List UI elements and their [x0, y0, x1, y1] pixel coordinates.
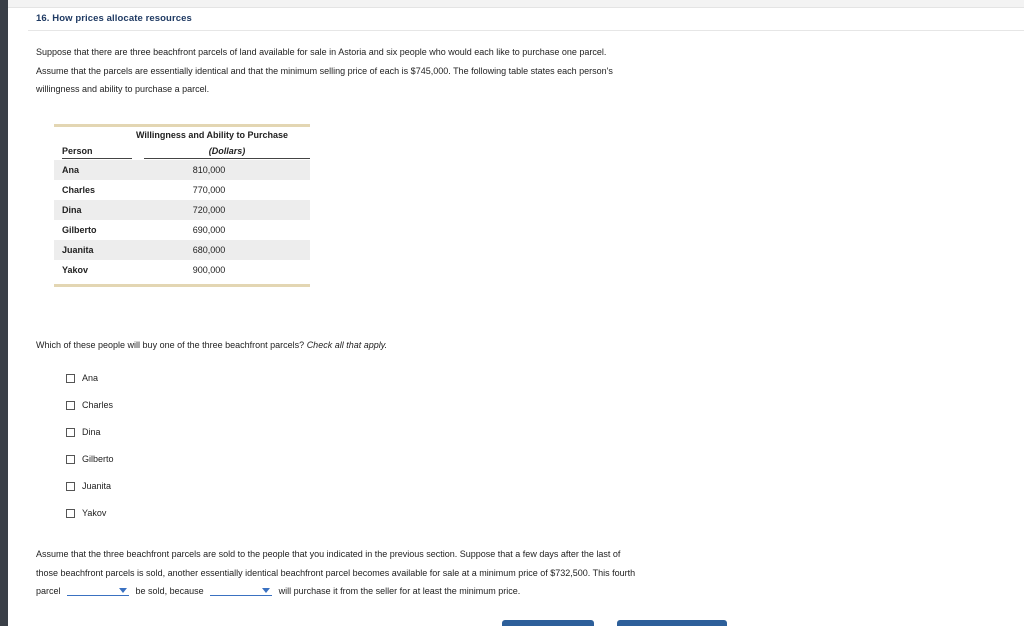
row-person: Ana [62, 165, 80, 175]
row-value: 690,000 [192, 225, 226, 235]
table-row [54, 240, 310, 260]
question-prompt [36, 340, 387, 350]
table-bottom-rule [54, 284, 310, 287]
top-toolbar [8, 0, 1024, 8]
mid-text: be sold, because [135, 586, 204, 597]
row-value: 680,000 [192, 245, 226, 255]
intro-line-1: Suppose that there are three beachfront parcels of land available for sale in Astoria and six people who would each like to purchase one parcel. [36, 47, 607, 57]
followup-line-3 [36, 582, 766, 601]
page-title: 16. How prices allocate resources [36, 13, 192, 24]
action-button-left[interactable] [502, 620, 594, 626]
table-row [54, 180, 310, 200]
word-parcel: parcel [36, 586, 61, 597]
option-ana[interactable] [66, 371, 98, 385]
action-button-right[interactable] [617, 620, 727, 626]
dropdown-arrow-icon [262, 588, 270, 593]
row-value: 720,000 [192, 205, 226, 215]
table-row [54, 220, 310, 240]
willingness-table [54, 124, 310, 287]
table-row [54, 200, 310, 220]
header-person: Person [62, 146, 132, 159]
will-will-not-dropdown[interactable] [67, 584, 129, 596]
row-value: 810,000 [192, 165, 226, 175]
table-row [54, 160, 310, 180]
option-label: Yakov [82, 508, 107, 518]
intro-paragraph [36, 43, 736, 99]
option-label: Gilberto [82, 454, 114, 464]
checkbox[interactable] [66, 374, 75, 383]
table-row [54, 260, 310, 280]
row-value: 900,000 [192, 265, 226, 275]
title-divider [28, 30, 1024, 31]
row-value: 770,000 [192, 185, 226, 195]
option-label: Charles [82, 400, 114, 410]
option-juanita[interactable] [66, 479, 111, 493]
question-hint: Check all that apply. [306, 340, 388, 350]
followup-paragraph [36, 545, 766, 601]
row-person: Charles [62, 185, 96, 195]
checkbox[interactable] [66, 428, 75, 437]
checkbox[interactable] [66, 401, 75, 410]
checkbox[interactable] [66, 509, 75, 518]
option-charles[interactable] [66, 398, 113, 412]
option-label: Dina [82, 427, 101, 437]
checkbox[interactable] [66, 482, 75, 491]
question-text: Which of these people will buy one of the three beachfront parcels? [36, 340, 305, 350]
window-left-edge [0, 0, 8, 626]
followup-line-1: Assume that the three beachfront parcels are sold to the people that you indicated in the previous section. Suppose that a few days after the last of [36, 549, 621, 559]
intro-line-2: Assume that the parcels are essentially identical and that the minimum selling price of each is $745,000. The following table states each person's [36, 65, 613, 76]
question-panel [8, 8, 1024, 626]
option-label: Juanita [82, 481, 112, 491]
header-unit: (Dollars) [144, 146, 310, 159]
checkbox[interactable] [66, 455, 75, 464]
row-person: Juanita [62, 245, 94, 255]
followup-line-2: those beachfront parcels is sold, another essentially identical beachfront parcel becomes available for sale at a minimum price of $732,500. This fourth [36, 567, 636, 578]
option-yakov[interactable] [66, 506, 106, 520]
option-dina[interactable] [66, 425, 101, 439]
option-gilberto[interactable] [66, 452, 114, 466]
row-person: Yakov [62, 265, 89, 275]
table-header-row-2 [54, 143, 310, 160]
end-text: will purchase it from the seller for at least the minimum price. [278, 586, 521, 597]
table-header-row-1 [54, 127, 310, 143]
row-person: Dina [62, 205, 82, 215]
option-label: Ana [82, 373, 99, 383]
buyer-dropdown[interactable] [210, 584, 272, 596]
dropdown-arrow-icon [119, 588, 127, 593]
header-willingness: Willingness and Ability to Purchase [135, 130, 289, 140]
row-person: Gilberto [62, 225, 97, 235]
intro-line-3: willingness and ability to purchase a parcel. [36, 84, 210, 95]
